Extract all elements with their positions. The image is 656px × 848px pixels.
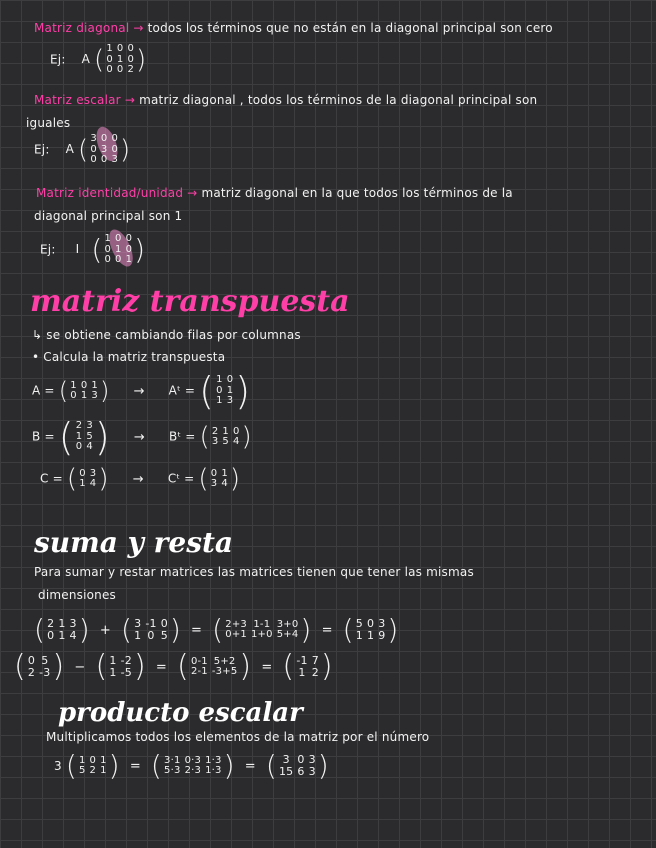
matrix-cell: 0 (127, 43, 135, 54)
left-paren: ( (150, 749, 163, 782)
left-paren: ( (198, 464, 209, 494)
matrix-cell: 0 (232, 425, 240, 437)
matrix-entries (45, 618, 79, 641)
matrix-cell: 1 (355, 629, 363, 642)
matrix-cell: 0 (125, 243, 133, 255)
matrix-variable: A (65, 142, 74, 157)
matrix-cell: 1·3 (205, 765, 222, 776)
rhs-label: Cᵗ = (167, 471, 195, 486)
matrix-cell: 1 (221, 467, 228, 479)
matrix-cell: 3 (86, 420, 93, 432)
identidad-description-cont: diagonal principal son 1 (34, 209, 183, 223)
right-paren: ) (52, 649, 65, 684)
right-paren: ) (229, 464, 241, 494)
matrix-sum-a (34, 613, 90, 646)
matrix-cell: 5 (160, 629, 168, 642)
matrix-cell: 2 (75, 420, 83, 432)
matrix-diff-result (282, 649, 333, 684)
left-paren: ( (58, 377, 69, 405)
left-paren: ( (265, 749, 277, 782)
matrix-cell: 1 (58, 629, 66, 642)
matrix-cell: 0 (127, 53, 135, 65)
matrix-cell: 2+3 (225, 618, 247, 630)
matrix-cell: 15 (278, 765, 294, 778)
matrix-cell: 0 (80, 379, 88, 391)
matrix-cell: 0 (106, 53, 113, 65)
matrix-cell: 5 (41, 654, 49, 668)
left-paren: ( (58, 415, 74, 459)
matrix-cell: 0 (125, 233, 133, 244)
matrix-cell: 0 (100, 133, 108, 144)
matrix-cell: 2 (211, 425, 219, 437)
producto-equation (54, 749, 329, 782)
section-title-suma: suma y resta (34, 526, 234, 559)
matrix-cell: 1+0 (250, 629, 273, 640)
left-paren: ( (14, 649, 26, 684)
matrix-cell: 0 (104, 243, 112, 255)
matrix-cell: 1 (70, 379, 77, 391)
left-paren: ( (199, 422, 210, 452)
equals-sign: = (155, 659, 168, 675)
arrow-icon: → (187, 186, 198, 200)
arrow-icon: → (132, 471, 144, 487)
example-label: Ej: (50, 52, 66, 67)
matrix-cell: 1 (91, 379, 98, 391)
matrix-cell: 1 (104, 233, 112, 244)
transpuesta-bullet: • Calcula la matriz transpuesta (32, 350, 226, 364)
matrix-entries (88, 134, 120, 166)
arrow-icon: → (133, 21, 144, 35)
matrix-diff-b (95, 649, 146, 684)
left-paren: ( (66, 464, 78, 494)
matrix-sum-b (120, 613, 182, 646)
left-paren: ( (342, 613, 354, 646)
arrow-icon: → (133, 383, 145, 399)
matrix-cell: 0 (70, 390, 77, 401)
matrix-cell: 4 (221, 478, 228, 489)
escalar-description: matriz diagonal , todos los términos de la diagonal principal son (139, 93, 538, 107)
matrix-cell: 0 (116, 64, 124, 75)
transpuesta-text: se obtiene cambiando filas por columnas (46, 328, 301, 342)
matrix-cell: -3 (39, 666, 51, 679)
matrix-cell: 3 (308, 753, 316, 767)
matrix-entries (107, 655, 134, 678)
diagonal-definition (34, 21, 553, 35)
right-paren: ) (320, 649, 333, 684)
matrix-cell: 0 (210, 467, 218, 479)
matrix-cell: 3 (69, 617, 77, 631)
escalar-matrix (78, 134, 130, 166)
right-paren: ) (317, 749, 329, 782)
left-paren: ( (94, 44, 105, 75)
example-label: Ej: (34, 142, 50, 157)
matrix-cell: 0 (79, 467, 86, 479)
identidad-term: Matriz identidad/unidad (36, 186, 184, 200)
matrix-cell: 0·3 (184, 754, 202, 766)
equals-sign: = (321, 622, 333, 638)
matrix-entries (162, 756, 224, 777)
matrix-cell: 5 (78, 765, 86, 776)
matrix-cell: 4 (232, 436, 240, 447)
matrix-product-a (65, 749, 120, 782)
arrow-icon: → (124, 93, 136, 107)
matrix-variable: I (75, 242, 80, 257)
right-paren: ) (78, 613, 90, 646)
diagonal-matrix (94, 44, 146, 76)
matrix-cell: 0 (100, 154, 108, 165)
matrix-cell: 0 (115, 233, 122, 244)
matrix-cell: 4 (69, 629, 77, 642)
matrix-diff-steps (177, 649, 252, 684)
transpuesta-example-b (32, 415, 252, 459)
matrix-cell: 2 (27, 666, 36, 679)
matrix-entries (214, 375, 235, 407)
identidad-definition (36, 186, 513, 200)
matrix-cell: 1 (367, 629, 375, 642)
matrix-cell: 0 (89, 754, 97, 766)
matrix-entries (77, 756, 109, 777)
matrix-cell: 1 (216, 395, 223, 407)
scalar-k: 3 (54, 759, 62, 773)
matrix-cell: 0 (47, 629, 55, 642)
right-paren: ) (136, 44, 147, 75)
matrix-cell: 5 (222, 436, 229, 447)
transpuesta-description (32, 328, 301, 342)
matrix-cell: 5·3 (164, 765, 181, 776)
left-paren: ( (34, 613, 46, 646)
matrix-entries (68, 381, 100, 402)
matrix-cell: 1 (134, 629, 142, 642)
matrix-cell: 1 (216, 374, 223, 386)
matrix-cell: 0 (111, 133, 119, 144)
matrix-cell: -1 (145, 617, 157, 631)
minus-sign: − (74, 659, 86, 675)
matrix-cell: 5+4 (276, 629, 299, 640)
matrix-cell: 0 (104, 254, 112, 265)
matrix-entries (189, 657, 239, 678)
matrix-cell: 2 (127, 64, 135, 75)
matrix-cell: 1 (78, 754, 86, 766)
diagonal-description: todos los términos que no están en la diagonal principal son cero (147, 21, 553, 35)
matrix-sum-result (342, 613, 399, 646)
matrix-cell: 1 (79, 478, 86, 489)
producto-description: Multiplicamos todos los elementos de la matriz por el número (46, 730, 430, 744)
matrix-entries (74, 421, 95, 453)
right-paren: ) (241, 422, 252, 452)
matrix-cell: 3 (134, 617, 142, 631)
matrix-cell: 2 (311, 666, 319, 679)
left-paren: ( (177, 649, 189, 684)
matrix-cell: 1 (75, 430, 83, 442)
identidad-description: matriz diagonal en la que todos los términos de la (201, 186, 513, 200)
lhs-label: C = (40, 471, 63, 486)
matrix-cell: 1 (100, 754, 107, 766)
matrix-cell: 3 (89, 467, 97, 479)
matrix-entries (210, 427, 242, 448)
matrix-b (58, 415, 110, 459)
matrix-product-result (265, 749, 329, 782)
matrix-cell: 3 (100, 143, 108, 155)
matrix-cell: 3 (90, 133, 97, 144)
suma-description-cont: dimensiones (38, 588, 116, 602)
matrix-cell: 4 (89, 478, 97, 489)
diagonal-term: Matriz diagonal (34, 21, 130, 35)
matrix-cell: -5 (120, 666, 132, 679)
right-paren: ) (108, 749, 120, 782)
matrix-cell: 3 (226, 395, 234, 407)
matrix-entries (223, 620, 300, 641)
right-paren: ) (169, 613, 182, 646)
right-paren: ) (223, 749, 235, 782)
matrix-entries (102, 234, 134, 266)
matrix-cell: 0 (226, 374, 234, 386)
matrix-cell: 1 (58, 617, 66, 631)
right-paren: ) (235, 369, 251, 413)
matrix-cell: 1 (109, 666, 117, 679)
matrix-cell: 0 (75, 441, 83, 453)
suma-description: Para sumar y restar matrices las matrices tienen que tener las mismas (34, 565, 474, 579)
example-label: Ej: (40, 242, 56, 257)
right-paren: ) (134, 649, 146, 684)
matrix-cell: 1 (106, 43, 113, 54)
transpuesta-example-c (40, 466, 240, 492)
right-paren: ) (387, 613, 399, 646)
matrix-cell: 4 (86, 441, 93, 453)
escalar-definition (34, 93, 537, 107)
arrow-icon: → (133, 429, 146, 445)
matrix-cell: 0-1 (190, 655, 208, 667)
curved-arrow-icon: ↳ (32, 328, 43, 342)
rhs-label: Aᵗ = (168, 383, 196, 398)
plus-sign: + (99, 622, 111, 638)
matrix-cell: 0 (216, 384, 223, 396)
matrix-cell: 0 (297, 753, 305, 767)
matrix-cell: 0 (90, 154, 97, 165)
section-title-producto: producto escalar (58, 698, 303, 728)
left-paren: ( (120, 613, 133, 646)
matrix-cell: 1 (109, 654, 117, 668)
matrix-b-transpose (200, 424, 252, 450)
matrix-cell: 1 (115, 243, 122, 255)
matrix-cell: 3+0 (276, 618, 299, 630)
matrix-cell: 3 (111, 154, 119, 165)
rhs-label: Bᵗ = (169, 429, 196, 444)
matrix-cell: 2 (47, 617, 55, 631)
matrix-entries (209, 469, 230, 490)
matrix-variable: A (81, 52, 90, 67)
matrix-cell: 7 (311, 654, 319, 668)
matrix-cell: 3·1 (164, 754, 181, 766)
matrix-entries (354, 618, 388, 641)
matrix-cell: 0 (27, 654, 36, 668)
matrix-cell: 6 (297, 765, 305, 778)
matrix-cell: 0 (111, 143, 119, 155)
matrix-cell: 0 (160, 617, 168, 631)
matrix-cell: 1 (226, 384, 234, 396)
matrix-entries (26, 655, 53, 678)
matrix-cell: -1 (296, 654, 308, 668)
equals-sign: = (244, 758, 256, 774)
sum-equation (34, 613, 399, 646)
matrix-cell: 5 (355, 617, 363, 631)
matrix-c-transpose (198, 466, 240, 492)
matrix-cell: 1 (125, 254, 133, 265)
left-paren: ( (212, 613, 224, 646)
matrix-sum-steps (212, 613, 312, 646)
matrix-cell: 5+2 (213, 655, 236, 667)
right-paren: ) (94, 415, 110, 459)
left-paren: ( (199, 369, 215, 413)
equals-sign: = (191, 622, 203, 638)
right-paren: ) (239, 649, 252, 684)
escalar-term: Matriz escalar (34, 93, 121, 107)
matrix-c (67, 466, 109, 492)
matrix-cell: 1 (100, 765, 107, 776)
matrix-a (59, 379, 110, 403)
identidad-example (40, 234, 145, 266)
matrix-cell: 2 (89, 765, 97, 776)
left-paren: ( (282, 649, 295, 684)
identidad-matrix (91, 234, 145, 266)
matrix-entries (132, 618, 170, 641)
matrix-cell: 0 (367, 617, 375, 631)
matrix-cell: 3 (378, 617, 386, 631)
matrix-cell: -3+5 (211, 666, 238, 677)
lhs-label: B = (32, 429, 55, 444)
section-title-transpuesta: matriz transpuesta (30, 284, 350, 319)
diagonal-example (50, 44, 146, 76)
matrix-cell: -2 (120, 654, 132, 668)
matrix-cell: 3 (210, 478, 218, 489)
matrix-cell: 9 (378, 629, 386, 642)
matrix-cell: 1 (298, 666, 306, 679)
matrix-diff-a (14, 649, 65, 684)
matrix-cell: 1-1 (253, 618, 271, 630)
matrix-cell: 3 (282, 753, 290, 767)
matrix-cell: 0 (106, 64, 113, 75)
matrix-cell: 2-1 (190, 666, 208, 677)
matrix-product-steps (150, 749, 235, 782)
matrix-cell: 1 (80, 390, 88, 401)
matrix-cell: 1 (116, 53, 124, 65)
transpuesta-example-a (32, 369, 251, 413)
matrix-cell: 5 (86, 430, 93, 442)
lhs-label: A = (32, 383, 55, 398)
matrix-entries (77, 469, 98, 490)
matrix-cell: 0+1 (225, 629, 247, 640)
matrix-cell: 3 (211, 436, 219, 447)
matrix-entries (104, 44, 136, 76)
matrix-entries (294, 655, 321, 678)
left-paren: ( (65, 749, 77, 782)
matrix-cell: 0 (90, 143, 97, 155)
right-paren: ) (120, 134, 131, 165)
left-paren: ( (91, 232, 103, 266)
matrix-cell: 3 (308, 765, 316, 778)
right-paren: ) (134, 232, 146, 266)
matrix-cell: 0 (116, 43, 124, 54)
left-paren: ( (95, 649, 108, 684)
left-paren: ( (78, 134, 89, 165)
matrix-a-transpose (199, 369, 251, 413)
right-paren: ) (300, 613, 312, 646)
escalar-example (34, 134, 130, 166)
matrix-cell: 0 (115, 254, 122, 265)
matrix-cell: 1·3 (205, 754, 222, 766)
right-paren: ) (98, 464, 109, 494)
matrix-cell: 0 (147, 629, 155, 642)
matrix-cell: 2·3 (184, 765, 202, 776)
equals-sign: = (129, 758, 141, 774)
diff-equation (14, 649, 333, 684)
escalar-description-cont: iguales (26, 116, 71, 130)
equals-sign: = (261, 659, 273, 675)
matrix-entries (277, 754, 318, 777)
matrix-cell: 1 (222, 425, 229, 437)
right-paren: ) (99, 377, 110, 405)
matrix-cell: 3 (91, 390, 98, 401)
